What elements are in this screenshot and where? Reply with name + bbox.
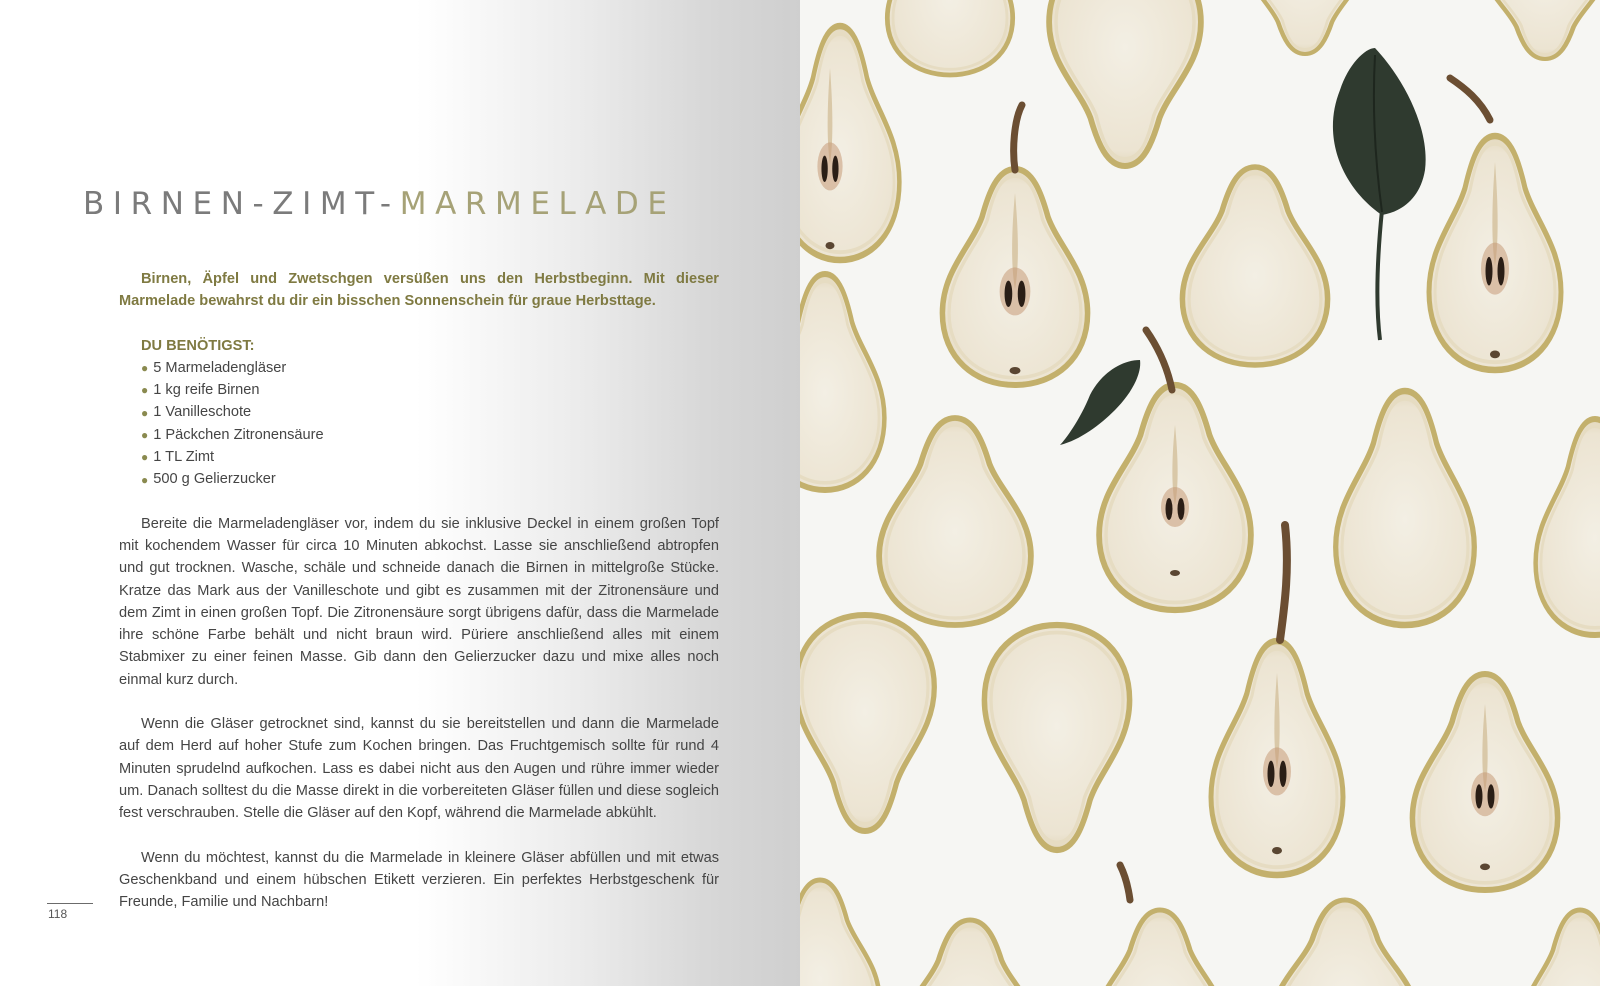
ingredient-text: 1 TL Zimt — [153, 449, 215, 466]
ingredients-heading: DU BENÖTIGST: — [141, 337, 255, 354]
ingredient-item — [141, 424, 719, 446]
bullet-icon: ● — [141, 405, 149, 420]
ingredient-text: 1 kg reife Birnen — [153, 382, 260, 399]
page-number: 118 — [48, 907, 68, 921]
instruction-paragraph-1: Bereite die Marmeladengläser vor, indem du sie inklusive Deckel in einem großen Topf mit kochendem Wasser für circa 10 Minuten abkochst. Lasse sie anschließend abtropfen und gut trocknen. Wasche, schäle und schneide danach die Birnen in mittelgroße Stücke. Kratze das Mark aus der Vanilleschote und gibt es zusammen mit der Zitronensäure und dem Zimt in einen großen Topf. Die Zitronensäure sorgt übrigens dafür, dass die Marmelade ihre schöne Farbe behält und nicht braun wird. Püriere anschließend alles mit einem Stabmixer zu einer feinen Masse. Gib dann den Gelierzucker dazu und mixe alles noch einmal kurz durch. — [119, 515, 719, 688]
recipe-title-part2: MARMELADE — [399, 186, 676, 222]
bullet-icon: ● — [141, 427, 149, 442]
recipe-title — [83, 186, 676, 222]
instruction-paragraph-3: Wenn du möchtest, kannst du die Marmelade in kleinere Gläser abfüllen und mit etwas Geschenkband und einem hübschen Etikett verzieren. Ein perfektes Herbstgeschenk für Freunde, Familie und Nachbarn! — [119, 849, 719, 911]
ingredient-item — [141, 468, 719, 490]
ingredient-text: 1 Päckchen Zitronensäure — [153, 426, 324, 443]
ingredient-text: 500 g Gelierzucker — [153, 471, 276, 488]
recipe-intro: Birnen, Äpfel und Zwetschgen versüßen uns den Herbstbeginn. Mit dieser Marmelade bewahrst du dir ein bisschen Sonnenschein für graue Herbsttage. — [119, 271, 719, 310]
bullet-icon: ● — [141, 472, 149, 487]
page-number-rule — [47, 903, 93, 904]
bullet-icon: ● — [141, 383, 149, 398]
ingredient-item — [141, 379, 719, 401]
ingredient-text: 1 Vanilleschote — [153, 404, 252, 421]
recipe-body — [119, 268, 719, 913]
bullet-icon: ● — [141, 450, 149, 465]
ingredients-list — [119, 357, 719, 491]
pear-halves-photo — [800, 0, 1600, 986]
ingredient-item — [141, 446, 719, 468]
bullet-icon: ● — [141, 361, 149, 376]
pear-photo — [800, 0, 1600, 986]
instruction-paragraph-2: Wenn die Gläser getrocknet sind, kannst du sie bereitstellen und dann die Marmelade auf dem Herd auf hoher Stufe zum Kochen bringen. Das Fruchtgemisch sollte für rund 4 Minuten sprudelnd aufkochen. Lass es dabei nicht aus den Augen und rühre immer wieder um. Danach solltest du die Masse direkt in die vorbereiteten Gläser füllen und diese sogleich fest verschrauben. Stelle die Gläser auf den Kopf, während die Marmelade abkühlt. — [119, 716, 719, 822]
ingredients-section — [119, 335, 719, 491]
ingredient-item — [141, 401, 719, 423]
ingredient-item — [141, 357, 719, 379]
ingredient-text: 5 Marmeladengläser — [153, 359, 287, 376]
recipe-title-part1: BIRNEN-ZIMT- — [83, 186, 400, 222]
